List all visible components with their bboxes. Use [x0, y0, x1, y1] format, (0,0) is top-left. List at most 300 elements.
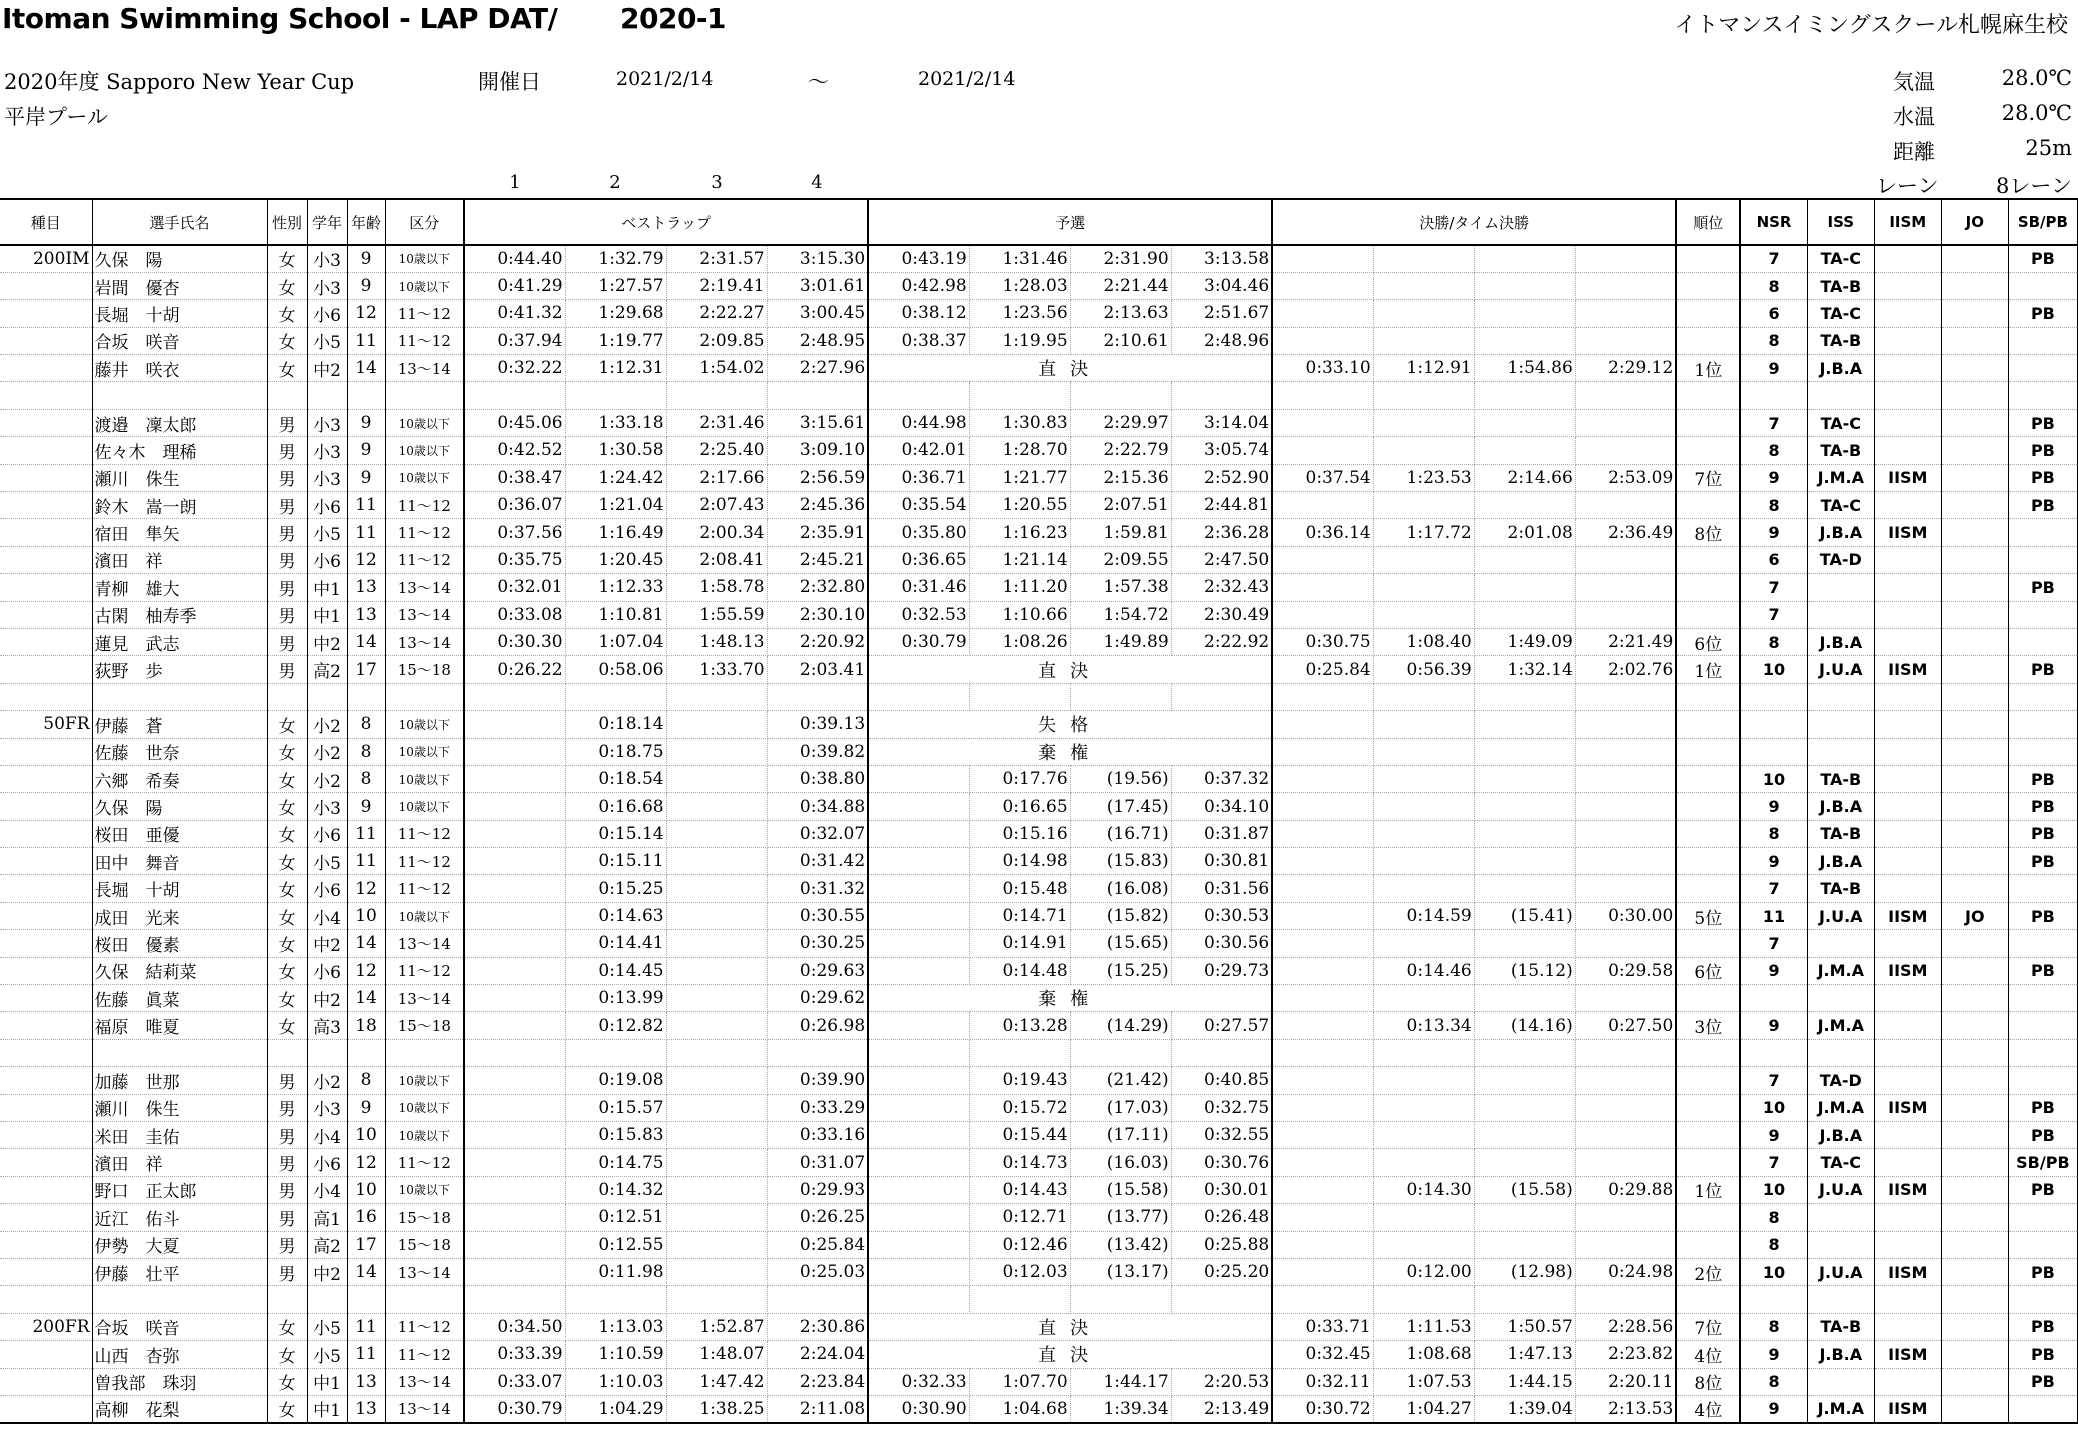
heat-lap-2: 0:14.73	[969, 1149, 1070, 1176]
heat-lap-3: (15.25)	[1070, 957, 1171, 984]
sex-cell: 女	[267, 300, 307, 327]
spacer-cell	[464, 1039, 565, 1066]
final-lap-1: 0:25.84	[1272, 656, 1373, 683]
heat-lap-2: 0:12.46	[969, 1231, 1070, 1258]
division-cell: 13～14	[385, 355, 464, 382]
final-lap-3	[1474, 875, 1575, 902]
best-lap-4: 0:31.32	[767, 875, 868, 902]
heat-lap-4: 0:30.81	[1171, 848, 1272, 875]
sbpb-cell	[2008, 1395, 2077, 1422]
final-lap-4	[1575, 546, 1676, 573]
age-cell: 14	[347, 1258, 385, 1285]
sex-cell: 男	[267, 492, 307, 519]
final-lap-4	[1575, 272, 1676, 299]
iss-cell: J.B.A	[1807, 519, 1874, 546]
division-cell: 13～14	[385, 601, 464, 628]
grade-cell: 小6	[307, 820, 347, 847]
nsr-cell: 6	[1740, 300, 1807, 327]
grade-cell: 小4	[307, 902, 347, 929]
best-lap-4: 0:31.42	[767, 848, 868, 875]
sex-cell: 女	[267, 820, 307, 847]
final-lap-1: 0:30.75	[1272, 628, 1373, 655]
iss-cell	[1807, 738, 1874, 765]
sbpb-cell: PB	[2008, 793, 2077, 820]
division-cell: 10歳以下	[385, 437, 464, 464]
heat-lap-3: (13.77)	[1070, 1204, 1171, 1231]
final-lap-1	[1272, 1149, 1373, 1176]
sbpb-cell: PB	[2008, 574, 2077, 601]
best-lap-2: 1:24.42	[565, 464, 666, 491]
iss-cell	[1807, 711, 1874, 738]
grade-cell: 小6	[307, 875, 347, 902]
spacer-cell	[767, 382, 868, 409]
table-row	[0, 1395, 2078, 1422]
final-lap-3: 1:54.86	[1474, 355, 1575, 382]
nsr-cell: 8	[1740, 1313, 1807, 1340]
sbpb-cell: PB	[2008, 1176, 2077, 1203]
best-lap-2: 0:19.08	[565, 1067, 666, 1094]
final-lap-4: 2:13.53	[1575, 1395, 1676, 1422]
final-lap-1	[1272, 245, 1373, 272]
meet-name: 2020年度 Sapporo New Year Cup	[4, 70, 355, 94]
division-cell: 13～14	[385, 628, 464, 655]
iss-cell: TA-D	[1807, 1067, 1874, 1094]
rank-cell	[1676, 765, 1740, 792]
final-lap-3	[1474, 738, 1575, 765]
spacer-cell	[347, 1039, 385, 1066]
spacer-cell	[347, 1286, 385, 1313]
final-lap-1: 0:36.14	[1272, 519, 1373, 546]
final-lap-4	[1575, 245, 1676, 272]
heat-lap-1	[868, 1012, 969, 1039]
swimmer-name: 桜田 亜優	[92, 820, 267, 847]
heat-lap-3: 2:15.36	[1070, 464, 1171, 491]
final-lap-3: (12.98)	[1474, 1258, 1575, 1285]
spacer-cell	[1676, 1039, 1740, 1066]
grade-cell: 小6	[307, 1149, 347, 1176]
heat-lap-4: 0:32.75	[1171, 1094, 1272, 1121]
best-lap-3: 1:38.25	[666, 1395, 767, 1422]
table-row	[0, 464, 2078, 491]
nsr-cell: 10	[1740, 656, 1807, 683]
spacer-cell	[1676, 683, 1740, 710]
best-lap-4: 2:56.59	[767, 464, 868, 491]
table-row	[0, 765, 2078, 792]
spacer-cell	[666, 382, 767, 409]
division-cell: 13～14	[385, 930, 464, 957]
jo-cell	[1941, 875, 2008, 902]
grade-cell: 小3	[307, 409, 347, 436]
heat-lap-2: 0:19.43	[969, 1067, 1070, 1094]
heat-lap-3: 2:10.61	[1070, 327, 1171, 354]
col-grade: 学年	[307, 199, 347, 245]
jo-cell	[1941, 957, 2008, 984]
sex-cell: 男	[267, 1149, 307, 1176]
distance-value: 25m	[2025, 136, 2072, 160]
table-row	[0, 574, 2078, 601]
best-lap-1	[464, 902, 565, 929]
swimmer-name: 伊藤 壮平	[92, 1258, 267, 1285]
heat-lap-3: (16.03)	[1070, 1149, 1171, 1176]
sbpb-cell: PB	[2008, 245, 2077, 272]
final-lap-3	[1474, 574, 1575, 601]
grade-cell: 高2	[307, 656, 347, 683]
rank-cell	[1676, 437, 1740, 464]
final-lap-1	[1272, 820, 1373, 847]
best-lap-1: 0:35.75	[464, 546, 565, 573]
age-cell: 12	[347, 1149, 385, 1176]
best-lap-3: 1:52.87	[666, 1313, 767, 1340]
col-final: 決勝/タイム決勝	[1272, 199, 1676, 245]
event-cell: 200FR	[0, 1313, 92, 1340]
heat-lap-4: 2:22.92	[1171, 628, 1272, 655]
division-cell: 11～12	[385, 1341, 464, 1368]
swimmer-name: 伊藤 蒼	[92, 711, 267, 738]
iss-cell	[1807, 1231, 1874, 1258]
spacer-cell	[464, 1286, 565, 1313]
nsr-cell: 7	[1740, 409, 1807, 436]
spacer-cell	[1575, 1286, 1676, 1313]
heat-lap-4: 0:34.10	[1171, 793, 1272, 820]
heat-lap-1	[868, 1067, 969, 1094]
grade-cell: 中2	[307, 930, 347, 957]
table-row	[0, 1231, 2078, 1258]
spacer-cell	[92, 683, 267, 710]
grade-cell: 小2	[307, 711, 347, 738]
rank-cell	[1676, 1231, 1740, 1258]
date-from: 2021/2/14	[616, 68, 714, 90]
heat-lap-4: 0:30.76	[1171, 1149, 1272, 1176]
nsr-cell: 8	[1740, 1368, 1807, 1395]
final-lap-4	[1575, 738, 1676, 765]
spacer-cell	[868, 1039, 969, 1066]
iss-cell	[1807, 574, 1874, 601]
heat-lap-4: 2:13.49	[1171, 1395, 1272, 1422]
final-lap-3	[1474, 765, 1575, 792]
rank-cell	[1676, 930, 1740, 957]
best-lap-4: 2:45.36	[767, 492, 868, 519]
sbpb-cell	[2008, 875, 2077, 902]
grade-cell: 中2	[307, 1258, 347, 1285]
swimmer-name: 米田 圭佑	[92, 1122, 267, 1149]
heat-lap-1	[868, 793, 969, 820]
final-lap-3	[1474, 985, 1575, 1012]
nsr-cell: 7	[1740, 574, 1807, 601]
table-header-row	[0, 199, 2078, 245]
swimmer-name: 久保 陽	[92, 793, 267, 820]
final-lap-4	[1575, 875, 1676, 902]
table-row	[0, 1176, 2078, 1203]
spacer-cell	[1575, 683, 1676, 710]
best-lap-1: 0:37.56	[464, 519, 565, 546]
best-lap-1	[464, 985, 565, 1012]
nsr-cell: 7	[1740, 930, 1807, 957]
nsr-cell: 9	[1740, 519, 1807, 546]
heat-lap-2: 1:30.83	[969, 409, 1070, 436]
spacer-row	[0, 382, 2078, 409]
iism-cell	[1874, 765, 1941, 792]
division-cell: 10歳以下	[385, 272, 464, 299]
jo-cell	[1941, 1012, 2008, 1039]
sex-cell: 女	[267, 765, 307, 792]
heat-lap-2: 1:28.03	[969, 272, 1070, 299]
table-row	[0, 546, 2078, 573]
sbpb-cell	[2008, 546, 2077, 573]
heat-lap-2: 1:04.68	[969, 1395, 1070, 1422]
spacer-cell	[347, 382, 385, 409]
best-lap-3	[666, 820, 767, 847]
final-lap-3	[1474, 492, 1575, 519]
final-lap-3	[1474, 546, 1575, 573]
best-lap-2: 0:15.83	[565, 1122, 666, 1149]
final-lap-3	[1474, 1067, 1575, 1094]
nsr-cell	[1740, 711, 1807, 738]
spacer-cell	[1874, 1039, 1941, 1066]
nsr-cell: 8	[1740, 327, 1807, 354]
iss-cell	[1807, 985, 1874, 1012]
best-lap-2: 1:29.68	[565, 300, 666, 327]
final-lap-2: 1:11.53	[1373, 1313, 1474, 1340]
rank-cell	[1676, 793, 1740, 820]
grade-cell: 中2	[307, 355, 347, 382]
nsr-cell: 7	[1740, 1067, 1807, 1094]
sbpb-cell	[2008, 355, 2077, 382]
best-lap-3: 1:48.07	[666, 1341, 767, 1368]
age-cell: 14	[347, 985, 385, 1012]
best-lap-2: 0:14.63	[565, 902, 666, 929]
rank-cell: 4位	[1676, 1341, 1740, 1368]
lap-number-4: 4	[811, 172, 823, 193]
final-lap-4: 2:29.12	[1575, 355, 1676, 382]
heat-lap-1	[868, 957, 969, 984]
division-cell: 10歳以下	[385, 738, 464, 765]
division-cell: 11～12	[385, 848, 464, 875]
spacer-cell	[1941, 683, 2008, 710]
grade-cell: 小3	[307, 245, 347, 272]
age-cell: 8	[347, 765, 385, 792]
age-cell: 11	[347, 1341, 385, 1368]
sbpb-cell: PB	[2008, 300, 2077, 327]
grade-cell: 小4	[307, 1176, 347, 1203]
table-row	[0, 902, 2078, 929]
swimmer-name: 佐藤 眞菜	[92, 985, 267, 1012]
heat-lap-3: 1:49.89	[1070, 628, 1171, 655]
final-lap-2	[1373, 601, 1474, 628]
best-lap-4: 0:33.16	[767, 1122, 868, 1149]
best-lap-3	[666, 1094, 767, 1121]
best-lap-2: 0:14.41	[565, 930, 666, 957]
spacer-cell	[1941, 1039, 2008, 1066]
best-lap-1: 0:45.06	[464, 409, 565, 436]
final-lap-3	[1474, 300, 1575, 327]
best-lap-1: 0:41.29	[464, 272, 565, 299]
spacer-cell	[267, 1286, 307, 1313]
sex-cell: 女	[267, 738, 307, 765]
sex-cell: 女	[267, 985, 307, 1012]
swimmer-name: 野口 正太郎	[92, 1176, 267, 1203]
water-temp-label: 水温	[1893, 105, 1935, 129]
rank-cell	[1676, 272, 1740, 299]
best-lap-2: 0:58.06	[565, 656, 666, 683]
best-lap-2: 1:30.58	[565, 437, 666, 464]
spacer-cell	[307, 683, 347, 710]
sex-cell: 女	[267, 875, 307, 902]
final-lap-2	[1373, 711, 1474, 738]
best-lap-1	[464, 1176, 565, 1203]
spacer-cell	[267, 1039, 307, 1066]
final-lap-2	[1373, 327, 1474, 354]
best-lap-1: 0:26.22	[464, 656, 565, 683]
nsr-cell	[1740, 738, 1807, 765]
lanes-label: レーン	[1876, 174, 1939, 198]
best-lap-2: 0:13.99	[565, 985, 666, 1012]
swimmer-name: 成田 光来	[92, 902, 267, 929]
age-cell: 13	[347, 601, 385, 628]
spacer-cell	[1070, 683, 1171, 710]
heat-lap-2: 1:31.46	[969, 245, 1070, 272]
col-iss: ISS	[1807, 199, 1874, 245]
heat-lap-3: 2:07.51	[1070, 492, 1171, 519]
final-lap-4	[1575, 1149, 1676, 1176]
final-lap-2: 1:12.91	[1373, 355, 1474, 382]
event-cell	[0, 793, 92, 820]
final-lap-4	[1575, 793, 1676, 820]
swimmer-name: 久保 陽	[92, 245, 267, 272]
spacer-cell	[92, 382, 267, 409]
spacer-cell	[1171, 683, 1272, 710]
division-cell: 13～14	[385, 985, 464, 1012]
heat-lap-1	[868, 875, 969, 902]
sbpb-cell: PB	[2008, 656, 2077, 683]
jo-cell	[1941, 519, 2008, 546]
final-lap-1: 0:32.11	[1272, 1368, 1373, 1395]
table-row	[0, 1204, 2078, 1231]
jo-cell	[1941, 601, 2008, 628]
best-lap-2: 1:16.49	[565, 519, 666, 546]
spacer-cell	[1474, 382, 1575, 409]
event-cell	[0, 985, 92, 1012]
sbpb-cell	[2008, 327, 2077, 354]
age-cell: 17	[347, 656, 385, 683]
final-lap-4: 2:02.76	[1575, 656, 1676, 683]
lap-number-3: 3	[711, 172, 723, 193]
heat-lap-4: 0:30.53	[1171, 902, 1272, 929]
spacer-cell	[969, 683, 1070, 710]
table-row	[0, 1258, 2078, 1285]
final-lap-1	[1272, 1012, 1373, 1039]
division-cell: 15～18	[385, 1012, 464, 1039]
iism-cell	[1874, 546, 1941, 573]
swimmer-name: 荻野 歩	[92, 656, 267, 683]
heat-lap-1: 0:38.37	[868, 327, 969, 354]
best-lap-4: 2:30.10	[767, 601, 868, 628]
spacer-cell	[464, 683, 565, 710]
final-lap-2	[1373, 848, 1474, 875]
iism-cell: IISM	[1874, 1176, 1941, 1203]
distance-label: 距離	[1893, 140, 1935, 164]
heat-lap-3: 2:29.97	[1070, 409, 1171, 436]
sbpb-cell	[2008, 985, 2077, 1012]
iss-cell: TA-B	[1807, 327, 1874, 354]
age-cell: 9	[347, 272, 385, 299]
swimmer-name: 濱田 祥	[92, 1149, 267, 1176]
swimmer-name: 合坂 咲音	[92, 1313, 267, 1340]
event-cell	[0, 1122, 92, 1149]
final-lap-3	[1474, 848, 1575, 875]
final-lap-4	[1575, 437, 1676, 464]
heat-lap-3: 1:54.72	[1070, 601, 1171, 628]
sex-cell: 男	[267, 601, 307, 628]
age-cell: 9	[347, 793, 385, 820]
division-cell: 11～12	[385, 1313, 464, 1340]
best-lap-2: 0:15.14	[565, 820, 666, 847]
final-lap-2	[1373, 1094, 1474, 1121]
rank-cell: 8位	[1676, 1368, 1740, 1395]
event-cell	[0, 820, 92, 847]
heat-lap-1	[868, 1149, 969, 1176]
jo-cell	[1941, 1368, 2008, 1395]
jo-cell	[1941, 848, 2008, 875]
jo-cell	[1941, 574, 2008, 601]
heat-lap-4: 0:29.73	[1171, 957, 1272, 984]
iism-cell	[1874, 1231, 1941, 1258]
heat-lap-1: 0:36.71	[868, 464, 969, 491]
table-row	[0, 519, 2078, 546]
best-lap-2: 0:15.57	[565, 1094, 666, 1121]
final-lap-1	[1272, 300, 1373, 327]
best-lap-1	[464, 1149, 565, 1176]
nsr-cell: 9	[1740, 1122, 1807, 1149]
spacer-cell	[1874, 683, 1941, 710]
venue-name: 平岸プール	[4, 105, 108, 129]
event-cell	[0, 1012, 92, 1039]
final-lap-1: 0:33.10	[1272, 355, 1373, 382]
best-lap-4: 0:39.13	[767, 711, 868, 738]
spacer-cell	[1740, 683, 1807, 710]
final-lap-1: 0:32.45	[1272, 1341, 1373, 1368]
event-cell	[0, 437, 92, 464]
spacer-cell	[1807, 1039, 1874, 1066]
division-cell: 10歳以下	[385, 765, 464, 792]
division-cell: 10歳以下	[385, 464, 464, 491]
best-lap-2: 1:10.81	[565, 601, 666, 628]
sex-cell: 男	[267, 656, 307, 683]
rank-cell: 6位	[1676, 957, 1740, 984]
table-row	[0, 1012, 2078, 1039]
swimmer-name: 瀬川 侏生	[92, 464, 267, 491]
final-lap-4	[1575, 601, 1676, 628]
final-lap-2	[1373, 985, 1474, 1012]
best-lap-4: 3:15.30	[767, 245, 868, 272]
best-lap-3	[666, 1204, 767, 1231]
final-lap-4: 0:29.58	[1575, 957, 1676, 984]
final-lap-4: 2:53.09	[1575, 464, 1676, 491]
final-lap-1	[1272, 1094, 1373, 1121]
jo-cell	[1941, 1067, 2008, 1094]
division-cell: 13～14	[385, 1258, 464, 1285]
table-row	[0, 1094, 2078, 1121]
sex-cell: 女	[267, 793, 307, 820]
heat-lap-1: 0:42.98	[868, 272, 969, 299]
spacer-cell	[767, 1286, 868, 1313]
nsr-cell: 9	[1740, 957, 1807, 984]
final-lap-1	[1272, 765, 1373, 792]
sex-cell: 男	[267, 437, 307, 464]
lanes-value: 8レーン	[1996, 174, 2072, 198]
best-lap-2: 0:18.14	[565, 711, 666, 738]
grade-cell: 中1	[307, 1368, 347, 1395]
nsr-cell: 8	[1740, 1204, 1807, 1231]
